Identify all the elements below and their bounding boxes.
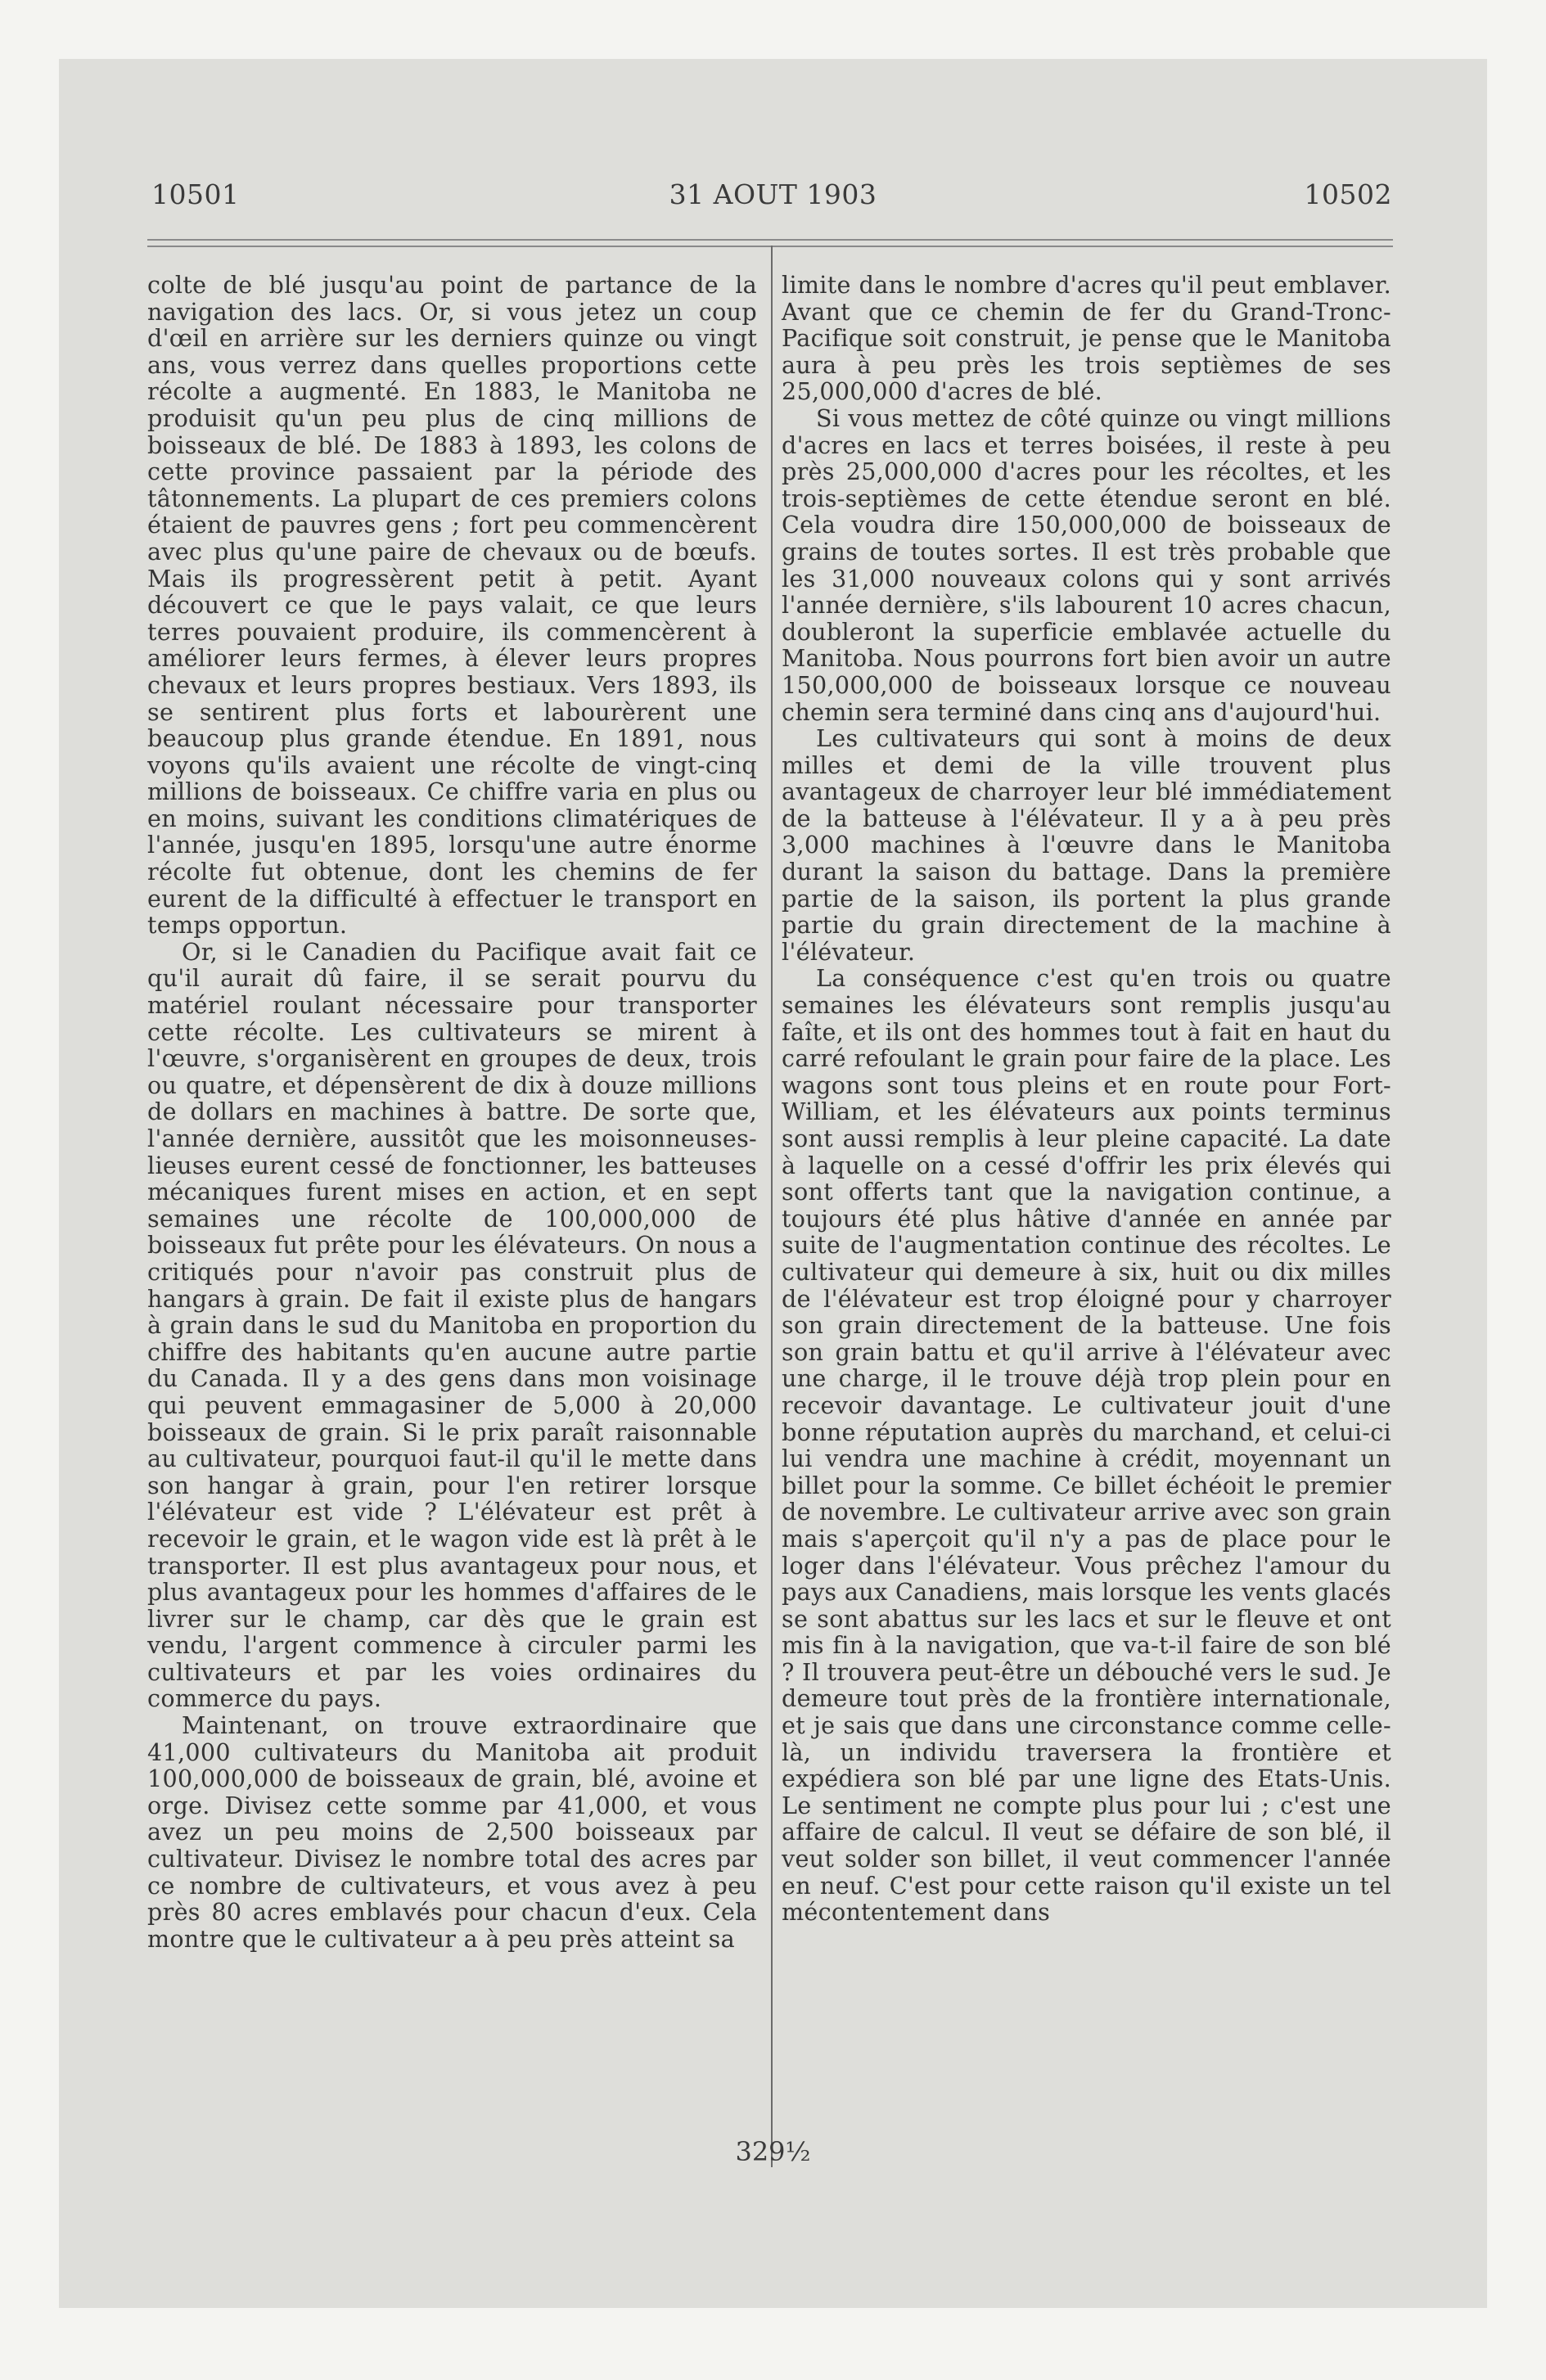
right-paragraph-4: La conséquence c'est qu'en trois ou quatre semaines les élévateurs sont remplis jusqu'au faîte, et ils ont des hommes tout à fait en haut du carré refoulant le grain pour faire de la place. Les wagons sont tous pleins et en route pour Fort-William, et les élévateurs aux points terminus sont aussi remplis à leur pleine capacité. La date à laquelle on a cessé d'offrir les prix élevés qui sont offerts tant que la navigation continue, a toujours été plus hâtive d'année en année par suite de l'augmentation continue des récoltes. Le cultivateur qui demeure à six, huit ou dix milles de l'élévateur est trop éloigné pour y charroyer son grain directement de la batteuse. Une fois son grain battu et qu'il arrive à l'élévateur avec une charge, il le trouve déjà trop plein pour en recevoir davantage. Le cultivateur jouit d'une bonne réputation auprès du marchand, et celui-ci lui vendra une machine à crédit, moyennant un billet pour la somme. Ce billet échéoit le premier de novembre. Le cultivateur arrive avec son grain mais s'aperçoit qu'il n'y a pas de place pour le loger dans l'élévateur. Vous prêchez l'amour du pays aux Canadiens, mais lorsque les vents glacés se sont abattus sur les lacs et sur le fleuve et ont mis fin à la navigation, que va-t-il faire de son blé ? Il trouvera peut-être un débouché vers le sud. Je demeure tout près de la frontière internationale, et je sais que dans une circonstance comme celle-là, un individu traversera la frontière et expédiera son blé par une ligne des Etats-Unis. Le sentiment ne compte plus pour lui ; c'est une affaire de calcul. Il veut se défaire de son blé, il veut solder son billet, il veut commencer l'année en neuf. C'est pour cette raison qu'il existe un tel mécontentement dans xyxy=(782,964,1391,1927)
right-paragraph-3: Les cultivateurs qui sont à moins de deux milles et demi de la ville trouvent plus avantageux de charroyer leur blé immédiatement de la batteuse à l'élévateur. Il y a à peu près 3,000 machines à l'œuvre dans le Manitoba durant la saison du battage. Dans la première partie de la saison, ils portent la plus grande partie du grain directement de la machine à l'élévateur. xyxy=(782,724,1391,966)
left-paragraph-3: Maintenant, on trouve extraordinaire que 41,000 cultivateurs du Manitoba ait produit 100,000,000 de boisseaux de grain, blé, avoine et orge. Divisez cette somme par 41,000, et vous avez un peu moins de 2,500 boisseaux par cultivateur. Divisez le nombre total des acres par ce nombre de cultivateurs, et vous avez à peu près 80 acres emblavés pour chacun d'eux. Cela montre que le cultivateur a à peu près atteint sa xyxy=(147,1711,757,1953)
right-paragraph-2: Si vous mettez de côté quinze ou vingt millions d'acres en lacs et terres boisées, il reste à peu près 25,000,000 d'acres pour les récoltes, et les trois-septièmes de cette étendue seront en blé. Cela voudra dire 150,000,000 de boisseaux de grains de toutes sortes. Il est très probable que les 31,000 nouveaux colons qui y sont arrivés l'année dernière, s'ils labourent 10 acres chacun, doubleront la superficie emblavée actuelle du Manitoba. Nous pourrons fort bien avoir un autre 150,000,000 de boisseaux lorsque ce nouveau chemin sera terminé dans cinq ans d'aujourd'hui. xyxy=(782,403,1391,726)
right-paragraph-1: limite dans le nombre d'acres qu'il peut emblaver. Avant que ce chemin de fer du Grand-Tronc-Pacifique soit construit, je pense que le Manitoba aura à peu près les trois septièmes de ses 25,000,000 d'acres de blé. xyxy=(782,271,1391,406)
page-date-heading: 31 AOUT 1903 xyxy=(669,178,877,210)
header-rule-top xyxy=(147,239,1393,241)
left-page-number: 10501 xyxy=(151,178,240,210)
right-page-number: 10502 xyxy=(1304,178,1392,210)
right-column xyxy=(782,272,1391,1926)
left-paragraph-2: Or, si le Canadien du Pacifique avait fait ce qu'il aurait dû faire, il se serait pourvu du matériel roulant nécessaire pour transporter cette récolte. Les cultivateurs se mirent à l'œuvre, s'organisèrent en groupes de deux, trois ou quatre, et dépensèrent de dix à douze millions de dollars en machines à battre. De sorte que, l'année dernière, aussitôt que les moisonneuses-lieuses eurent cessé de fonctionner, les batteuses mécaniques furent mises en action, et en sept semaines une récolte de 100,000,000 de boisseaux fut prête pour les élévateurs. On nous a critiqués pour n'avoir pas construit plus de hangars à grain. De fait il existe plus de hangars à grain dans le sud du Manitoba en proportion du chiffre des habitants qu'en aucune autre partie du Canada. Il y a des gens dans mon voisinage qui peuvent emmagasiner de 5,000 à 20,000 boisseaux de grain. Si le prix paraît raisonnable au cultivateur, pourquoi faut-il qu'il le mette dans son hangar à grain, pour l'en retirer lorsque l'élévateur est vide ? L'élévateur est prêt à recevoir le grain, et le wagon vide est là prêt à le transporter. Il est plus avantageux pour nous, et plus avantageux pour les hommes d'affaires de le livrer sur le champ, car dès que le grain est vendu, l'argent commence à circuler parmi les cultivateurs et par les voies ordinaires du commerce du pays. xyxy=(147,937,757,1713)
left-column xyxy=(147,272,757,1952)
left-paragraph-1: colte de blé jusqu'au point de partance de la navigation des lacs. Or, si vous jetez un coup d'œil en arrière sur les derniers quinze ou vingt ans, vous verrez dans quelles proportions cette récolte a augmenté. En 1883, le Manitoba ne produisit qu'un peu plus de cinq millions de boisseaux de blé. De 1883 à 1893, les colons de cette province passaient par la période des tâtonnements. La plupart de ces premiers colons étaient de pauvres gens ; fort peu commencèrent avec plus qu'une paire de chevaux ou de bœufs. Mais ils progressèrent petit à petit. Ayant découvert ce que le pays valait, ce que leurs terres pouvaient produire, ils commencèrent à améliorer leurs fermes, à élever leurs propres chevaux et leurs propres bestiaux. Vers 1893, ils se sentirent plus forts et labourèrent une beaucoup plus grande étendue. En 1891, nous voyons qu'ils avaient une récolte de vingt-cinq millions de boisseaux. Ce chiffre varia en plus ou en moins, suivant les conditions climatériques de l'année, jusqu'en 1895, lorsqu'une autre énorme récolte fut obtenue, dont les chemins de fer eurent de la difficulté à effectuer le transport en temps opportun. xyxy=(147,271,757,940)
header-rule-bottom xyxy=(147,246,1393,247)
folio-number: 329½ xyxy=(735,2136,811,2167)
column-separator xyxy=(771,246,773,2167)
